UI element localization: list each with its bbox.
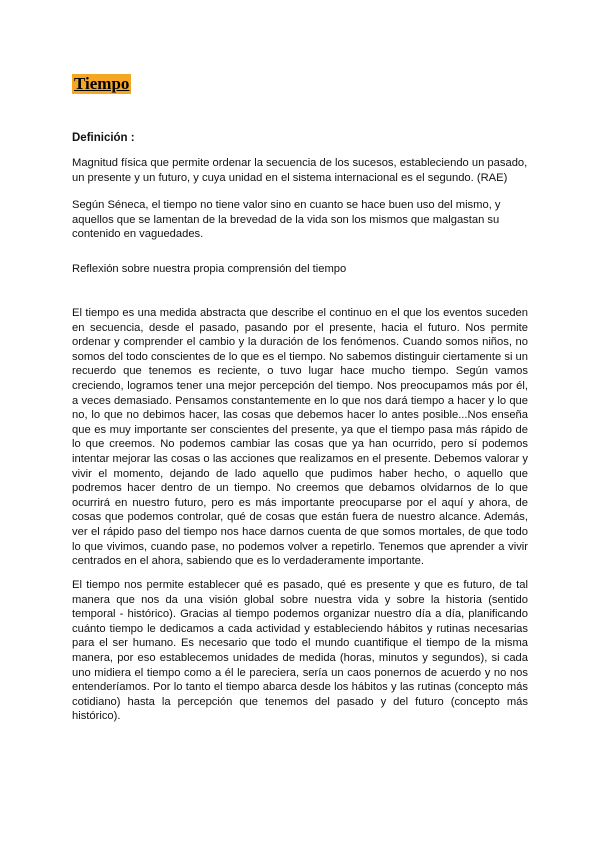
reflection-title: Reflexión sobre nuestra propia comprensión del tiempo bbox=[72, 263, 347, 275]
document-title: Tiempo bbox=[74, 74, 130, 93]
body-paragraph: El tiempo es una medida abstracta que describe el continuo en el que los eventos suceden en secuencia, desde el pasado, pasando por el presente, hacia el futuro. Nos permite ordenar y comprender el cambio y la duración de los fenómenos. Cuando somos niños, no somos del todo conscientes de lo que es el tiempo. No sabemos distinguir ciertamente si un recuerdo que tenemos es reciente, o tuvo lugar hace mucho tiempo. Según vamos creciendo, logramos tener una mejor percepción del tiempo. Nos preocupamos más por él, a veces demasiado. Pensamos constantemente en lo que nos dará tiempo a hacer y lo que no, lo que no debimos hacer, las cosas que debemos hacer lo antes posible...Nos enseña que es muy importante ser conscientes del presente, ya que el tiempo pasa más rápido de lo que creemos. No podemos cambiar las cosas que ya han ocurrido, pero sí podemos intentar mejorar las cosas o las acciones que realizamos en el presente. Debemos valorar y vivir el momento, dejando de lado aquello que pudimos haber hecho, o aquello que podremos hacer dentro de un tiempo. No creemos que debamos olvidarnos de lo que ocurrirá en nuestro futuro, pero es más importante preocuparse por el aquí y ahora, de cosas que podemos controlar, qué de cosas que están fuera de nuestro alcance. Además, ver el rápido paso del tiempo nos hace darnos cuenta de que somos mortales, de que todo lo que vivimos, cuando pase, no podemos volver a repetirlo. Tenemos que aprender a vivir centrados en el ahora, sabiendo que es lo verdaderamente importante. bbox=[72, 307, 528, 568]
definition-paragraph: Magnitud física que permite ordenar la secuencia de los sucesos, estableciendo un pasado, un presente y un futuro, y cuya unidad en el sistema internacional es el segundo. (RAE) bbox=[72, 157, 528, 184]
definition-heading: Definición : bbox=[72, 132, 135, 144]
body-paragraph: El tiempo nos permite establecer qué es pasado, qué es presente y que es futuro, de tal manera que nos da una visión global sobre nuestra vida y sobre la historia (sentido temporal - histórico). Gracias al tiempo podemos organizar nuestro día a día, planificando cuánto tiempo le dedicamos a cada actividad y estableciendo hábitos y rutinas necesarias para el ser humano. Es necesario que todo el mundo cuantifique el tiempo de la misma manera, por eso establecemos unidades de medida (horas, minutos y segundos), si cada uno midiera el tiempo como a él le pareciera, sería un caos ponernos de acuerdo y no nos entenderíamos. Por lo tanto el tiempo abarca desde los hábitos y las rutinas (concepto más cotidiano) hasta la percepción que tenemos del pasado y del futuro (concepto más histórico). bbox=[72, 579, 528, 723]
seneca-quote-paragraph: Según Séneca, el tiempo no tiene valor sino en cuanto se hace buen uso del mismo, y aquellos que se lamentan de la brevedad de la vida son los mismos que malgastan su contenido en vaguedades. bbox=[72, 199, 501, 241]
